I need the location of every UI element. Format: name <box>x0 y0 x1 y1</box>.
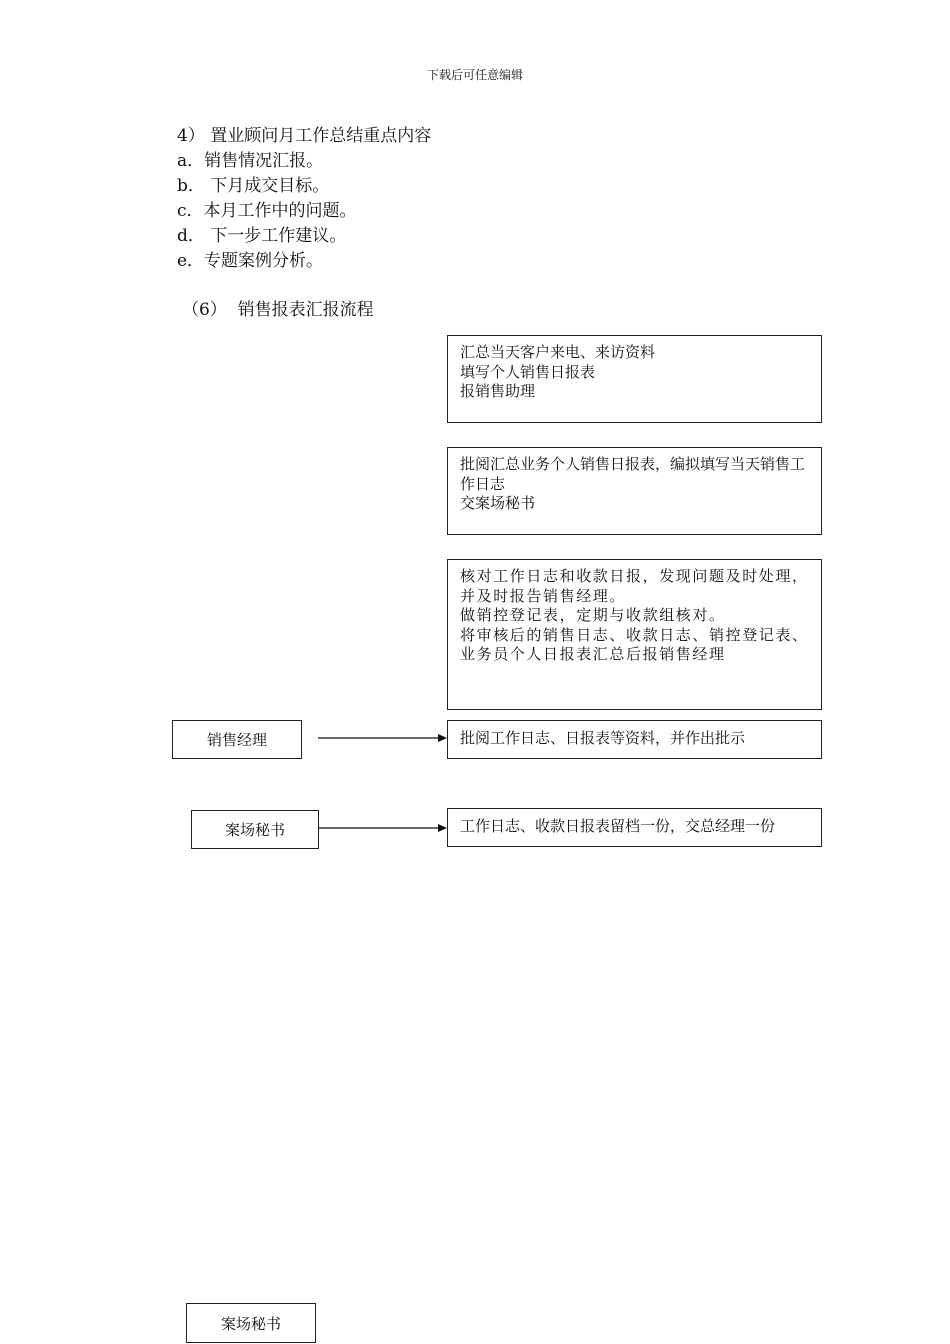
summary-item-a: a．销售情况汇报。 <box>177 151 324 171</box>
summary-heading: 4） 置业顾问月工作总结重点内容 <box>177 126 432 146</box>
flow-box-line: 批阅工作日志、日报表等资料，并作出批示 <box>460 729 746 747</box>
flow-box-line: 将审核后的销售日志、收款日志、销控登记表、业务员个人日报表汇总后报销售经理 <box>460 625 809 663</box>
summary-item-d: d． 下一步工作建议。 <box>177 226 347 246</box>
page-header-note: 下载后可任意编辑 <box>426 68 523 82</box>
flow-box-line: 做销控登记表，定期与收款组核对。 <box>460 606 726 624</box>
summary-item-c: c．本月工作中的问题。 <box>177 201 357 221</box>
summary-item-e: e．专题案例分析。 <box>177 251 324 271</box>
flow-box-line: 报销售助理 <box>460 382 536 400</box>
summary-item-b: b． 下月成交目标。 <box>177 176 330 196</box>
flow-box-line: 填写个人销售日报表 <box>460 362 596 381</box>
section-title: （6） 销售报表汇报流程 <box>182 300 374 320</box>
flow-box-line: 核对工作日志和收款日报，发现问题及时处理，并及时报告销售经理。 <box>460 567 809 605</box>
arrow-manager-to-approval <box>318 734 447 742</box>
role-label: 销售经理 <box>206 731 267 749</box>
flow-box-line: 交案场秘书 <box>460 494 536 512</box>
flow-box-line: 工作日志、收款日报表留档一份，交总经理一份 <box>460 817 776 835</box>
flow-box-line: 汇总当天客户来电、来访资料 <box>460 343 656 361</box>
arrow-secretary-to-archive <box>319 824 447 832</box>
flow-box-line: 批阅汇总业务个人销售日报表，编拟填写当天销售工作日志 <box>460 455 806 493</box>
role-label: 案场秘书 <box>224 821 285 839</box>
role-label: 案场秘书 <box>220 1314 281 1333</box>
